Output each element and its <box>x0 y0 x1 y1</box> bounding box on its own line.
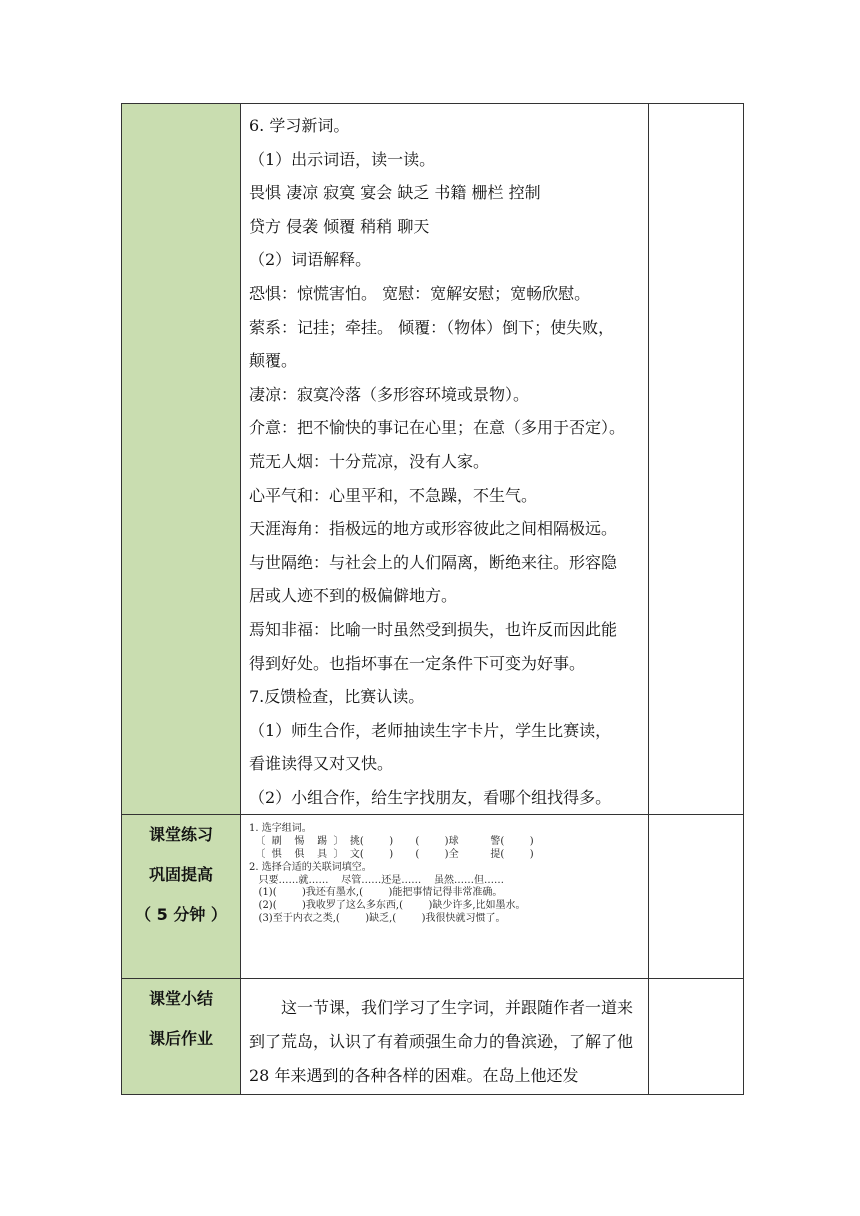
text-line: （2）小组合作，给生字找朋友，看哪个组找得多。 <box>249 787 612 807</box>
exercise-line: 2. 选择合适的关联词填空。 <box>249 861 372 873</box>
section-label: 课堂小结 <box>148 989 213 1009</box>
side-cell-practice <box>122 815 241 979</box>
text-line: 看谁读得又对又快。 <box>249 754 394 774</box>
section-label: 课堂练习 <box>148 825 213 845</box>
main-cell-exercise <box>241 815 649 979</box>
exercise-content <box>241 815 648 925</box>
section-label: 巩固提高 <box>148 865 213 885</box>
text-line: 居或人迹不到的极偏僻地方。 <box>249 586 458 606</box>
exercise-line: 〔 刷 惕 踢 〕 挑( ) ( )球 警( ) <box>249 836 534 848</box>
note-cell <box>649 815 744 979</box>
text-line: 萦系：记挂；牵挂。 倾覆：（物体）倒下；使失败， <box>249 317 615 337</box>
text-line: （1）出示词语，读一读。 <box>249 149 436 169</box>
text-line: 得到好处。也指坏事在一定条件下可变为好事。 <box>249 653 586 673</box>
text-line: 6. 学习新词。 <box>249 116 350 135</box>
text-line: （1）师生合作，老师抽读生字卡片，学生比赛读， <box>249 720 612 740</box>
text-line: （2）词语解释。 <box>249 250 372 270</box>
summary-paragraph: 这一节课，我们学习了生字词，并跟随作者一道来到了荒岛，认识了有着顽强生命力的鲁滨逊，了解了他 28 年来遇到的各种各样的困难。在岛上他还发 <box>249 998 634 1085</box>
section-label-group <box>122 979 240 1059</box>
section-label-group <box>122 815 240 935</box>
text-line: 荒无人烟：十分荒凉，没有人家。 <box>249 451 490 471</box>
text-line: 焉知非福：比喻一时虽然受到损失，也许反而因此能 <box>249 619 618 639</box>
text-line: 7.反馈检查，比赛认读。 <box>249 687 425 707</box>
table-row <box>122 104 744 815</box>
vocabulary-content <box>241 104 648 814</box>
text-line: 恐惧：惊慌害怕。 宽慰：宽解安慰；宽畅欣慰。 <box>249 283 591 303</box>
lesson-plan-table <box>121 103 744 1095</box>
table-row <box>122 815 744 979</box>
text-line: 颠覆。 <box>249 351 298 371</box>
text-line: 天涯海角：指极远的地方或形容彼此之间相隔极远。 <box>249 519 618 539</box>
section-label: 课后作业 <box>148 1029 213 1049</box>
exercise-line: 〔 惧 俱 具 〕 文( ) ( )全 提( ) <box>249 849 534 861</box>
exercise-line: (2)( )我收罗了这么多东西,( )缺少许多,比如墨水。 <box>249 900 526 912</box>
exercise-line: 1. 选字组词。 <box>249 823 312 835</box>
text-line: 凄凉：寂寞冷落（多形容环境或景物）。 <box>249 384 530 404</box>
note-cell <box>649 104 744 815</box>
exercise-line: 只要……就…… 尽管……还是…… 虽然……但…… <box>249 874 504 886</box>
text-line: 与世隔绝：与社会上的人们隔离，断绝来往。形容隐 <box>249 552 618 572</box>
note-cell <box>649 979 744 1095</box>
side-cell-summary <box>122 979 241 1095</box>
section-label: （ 5 分钟 ） <box>135 905 227 925</box>
main-cell-summary <box>241 979 649 1095</box>
main-cell-vocabulary <box>241 104 649 815</box>
table-row <box>122 979 744 1095</box>
exercise-line: (1)( )我还有墨水,( )能把事情记得非常准确。 <box>249 887 503 899</box>
text-line: 介意：把不愉快的事记在心里；在意（多用于否定）。 <box>249 418 626 438</box>
summary-content <box>241 979 648 1092</box>
text-line: 畏惧 凄凉 寂寞 宴会 缺乏 书籍 栅栏 控制 <box>249 183 541 203</box>
text-line: 贷方 侵袭 倾覆 稍稍 聊天 <box>249 216 430 236</box>
side-cell-empty <box>122 104 241 815</box>
exercise-line: (3)至于内衣之类,( )缺乏,( )我很快就习惯了。 <box>249 913 506 925</box>
text-line: 心平气和：心里平和，不急躁，不生气。 <box>249 485 538 505</box>
